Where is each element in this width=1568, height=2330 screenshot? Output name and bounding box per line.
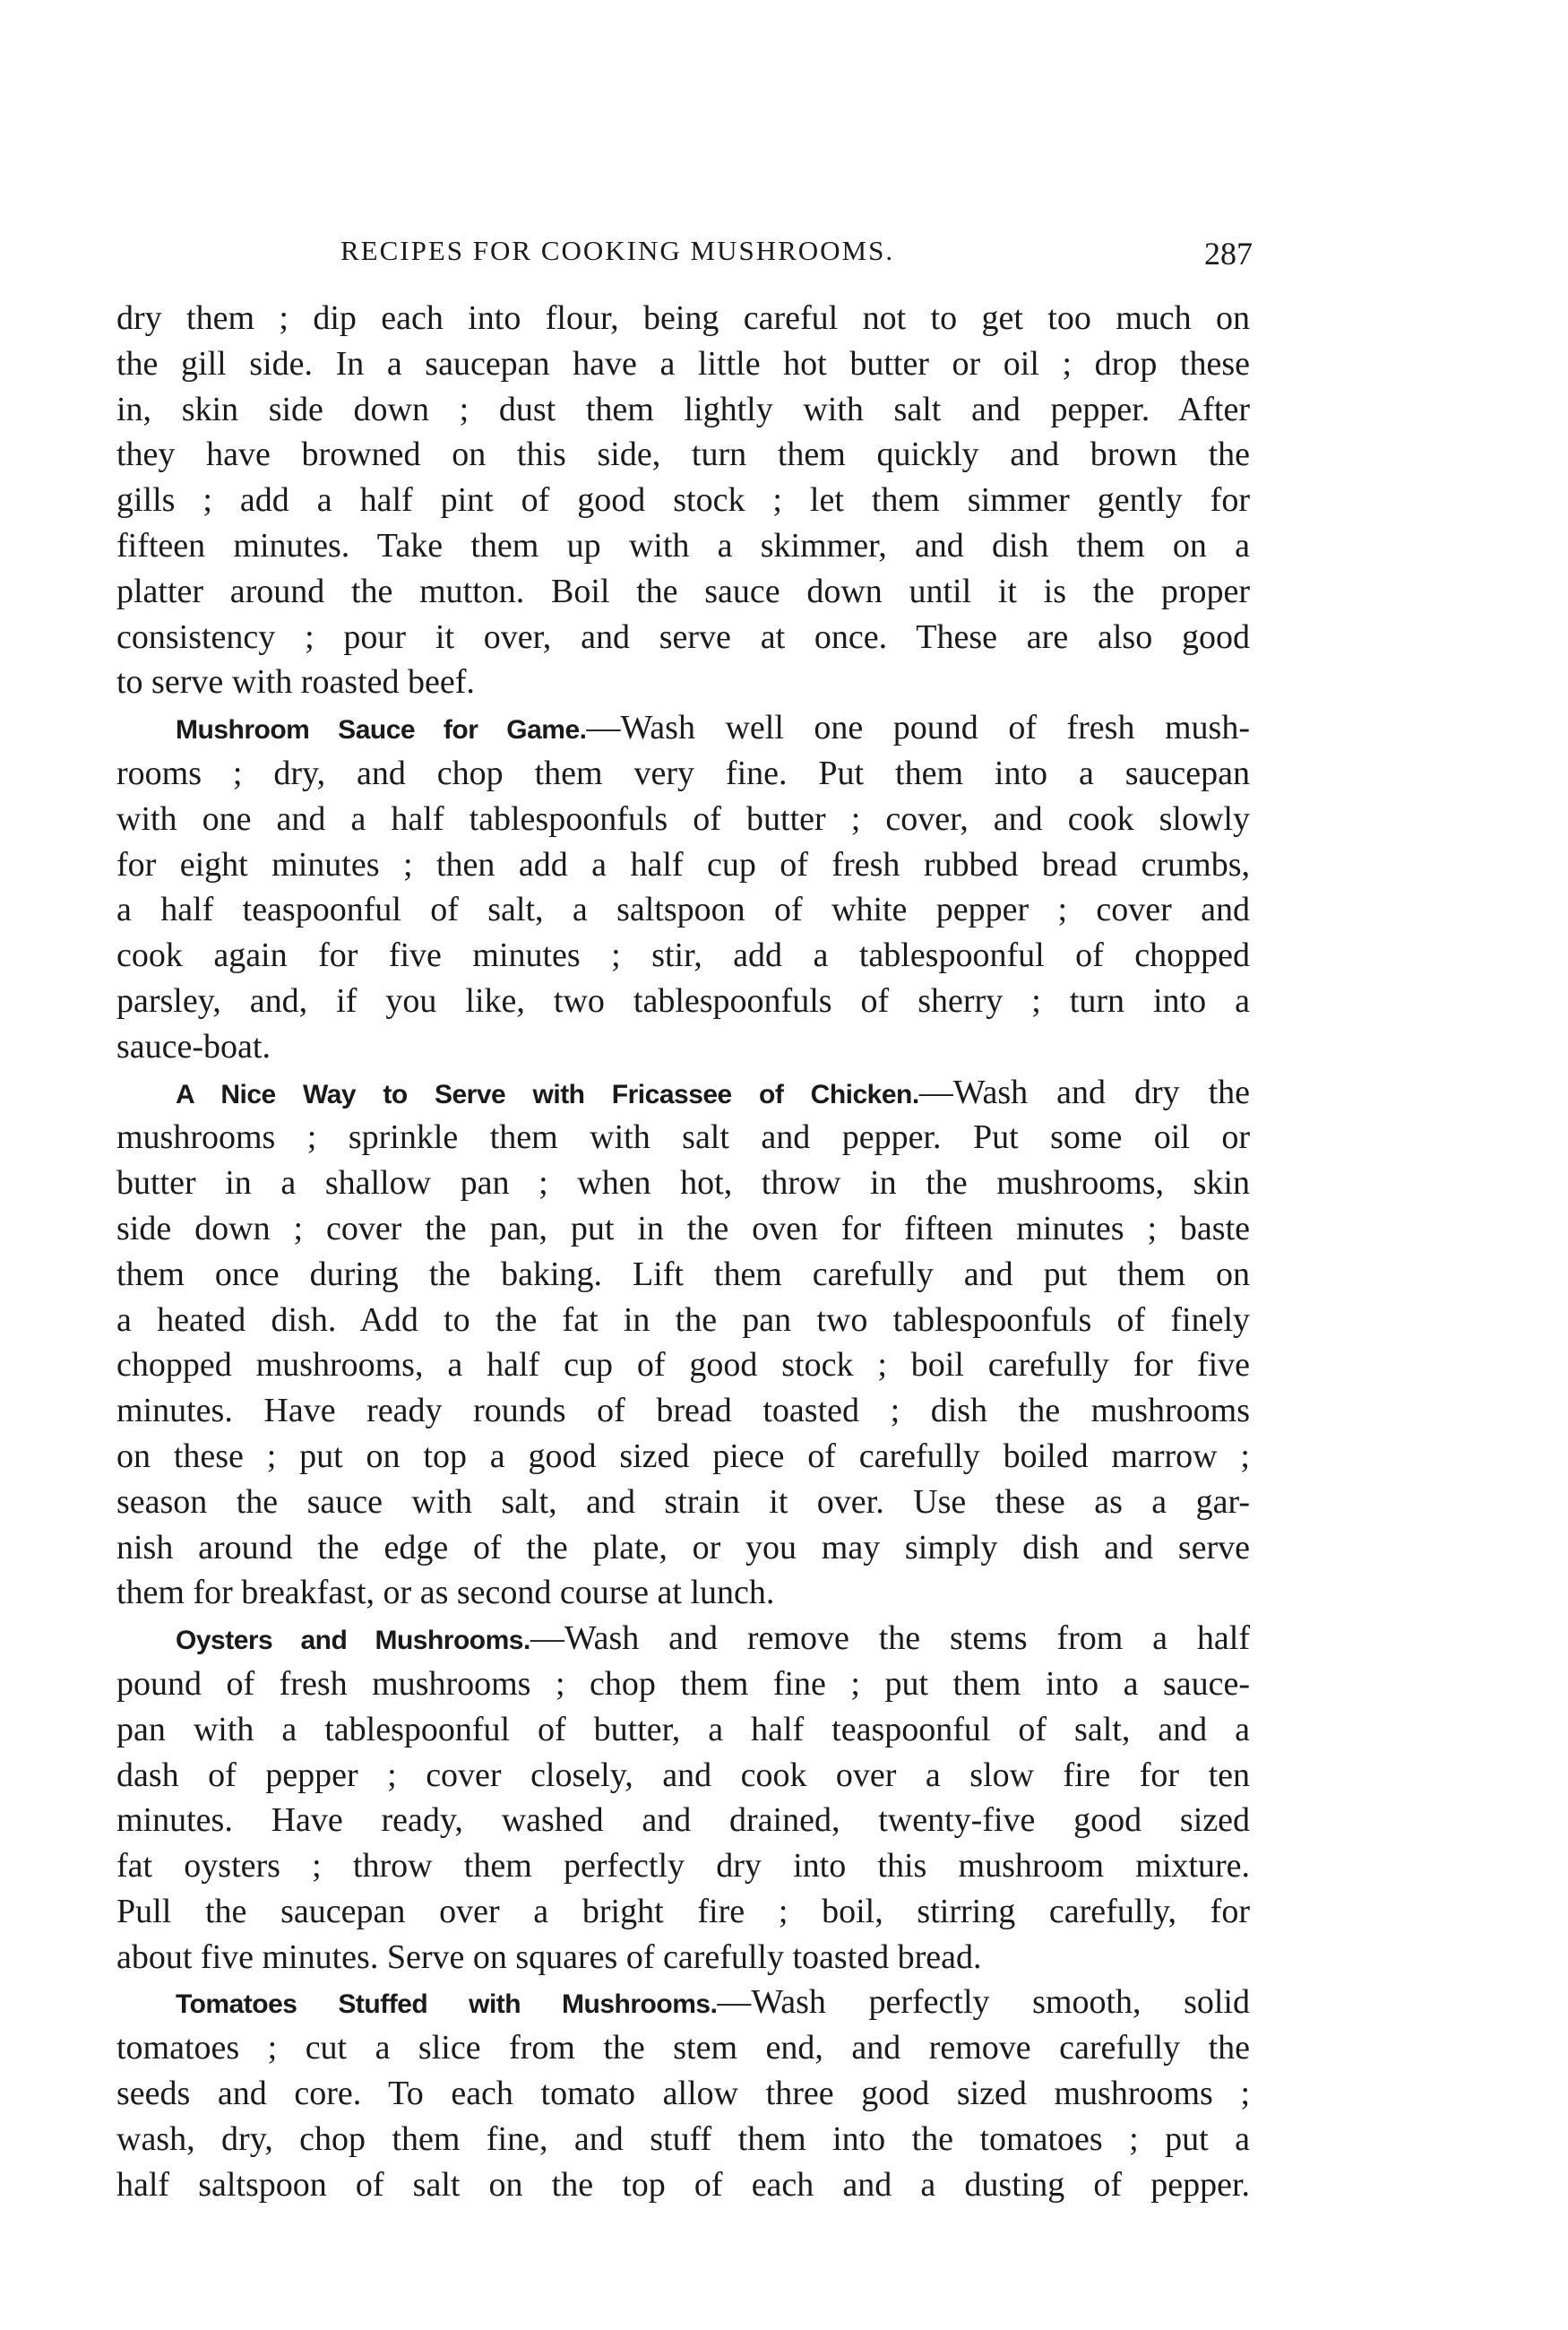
- text-line: [116, 387, 1250, 433]
- line-text: dash of pepper ; cover closely, and cook over a slow fire for ten: [116, 1756, 1250, 1794]
- text-line: [116, 1798, 1250, 1843]
- line-text: platter around the mutton. Boil the sauce down until it is the proper: [116, 572, 1250, 610]
- line-text: they have browned on this side, turn them quickly and brown the: [116, 436, 1250, 474]
- line-text: parsley, and, if you like, two tablespoonfuls of sherry ; turn into a: [116, 981, 1250, 1020]
- line-text: to serve with roasted beef.: [116, 663, 475, 702]
- line-text: —Wash perfectly smooth, solid: [717, 1983, 1250, 2022]
- text-line: [116, 432, 1250, 478]
- recipe-heading: Oysters and Mushrooms.: [176, 1626, 530, 1656]
- text-line: [116, 842, 1250, 888]
- text-line: [116, 1298, 1250, 1343]
- text-line: [116, 2071, 1250, 2117]
- text-line: [116, 1024, 1250, 1070]
- text-line: [116, 979, 1250, 1024]
- text-line: [116, 1707, 1250, 1753]
- paragraph: [116, 1070, 1250, 1617]
- text-line: [116, 523, 1250, 569]
- line-text: on these ; put on top a good sized piece of carefully boiled marrow ;: [116, 1437, 1250, 1475]
- line-text: dry them ; dip each into flour, being careful not to get too much on: [116, 299, 1250, 337]
- recipe-heading: Tomatoes Stuffed with Mushrooms.: [176, 1989, 718, 2020]
- line-text: them once during the baking. Lift them carefully and put them on: [116, 1255, 1250, 1293]
- recipe-heading: Mushroom Sauce for Game.: [176, 715, 587, 746]
- text-line: [116, 615, 1250, 660]
- text-line: [116, 660, 1250, 705]
- text-line: [116, 2162, 1250, 2208]
- line-text: about five minutes. Serve on squares of carefully toasted bread.: [116, 1937, 982, 1976]
- line-text: butter in a shallow pan ; when hot, throw in the mushrooms, skin: [116, 1164, 1250, 1203]
- text-line: [116, 1115, 1250, 1161]
- text-line: [116, 1342, 1250, 1388]
- line-text: pan with a tablespoonful of butter, a half teaspoonful of salt, and a: [116, 1710, 1250, 1748]
- page-number: 287: [1204, 236, 1253, 272]
- text-line: [116, 797, 1250, 842]
- text-line: [116, 1252, 1250, 1298]
- text-line: [116, 1206, 1250, 1252]
- line-text: a heated dish. Add to the fat in the pan two tablespoonfuls of finely: [116, 1300, 1250, 1339]
- line-text: minutes. Have ready rounds of bread toasted ; dish the mushrooms: [116, 1392, 1250, 1430]
- line-text: pound of fresh mushrooms ; chop them fine ; put them into a sauce-: [116, 1664, 1250, 1703]
- line-text: sauce-boat.: [116, 1027, 271, 1066]
- running-title: RECIPES FOR COOKING MUSHROOMS.: [340, 235, 895, 266]
- line-text: —Wash and remove the stems from a half: [530, 1619, 1250, 1658]
- line-text: fifteen minutes. Take them up with a skimmer, and dish them on a: [116, 526, 1250, 565]
- line-text: the gill side. In a saucepan have a little hot butter or oil ; drop these: [116, 344, 1250, 383]
- line-text: with one and a half tablespoonfuls of butter ; cover, and cook slowly: [116, 799, 1250, 838]
- text-line: [116, 1525, 1250, 1571]
- text-line: [116, 933, 1250, 979]
- text-line: [116, 341, 1250, 387]
- line-text: mushrooms ; sprinkle them with salt and pepper. Put some oil or: [116, 1118, 1250, 1157]
- text-line: [116, 1753, 1250, 1799]
- recipe-heading: A Nice Way to Serve with Fricassee of Chicken.: [176, 1079, 919, 1109]
- text-line: [116, 1843, 1250, 1889]
- line-text: rooms ; dry, and chop them very fine. Put them into a saucepan: [116, 754, 1250, 792]
- text-line: [116, 887, 1250, 933]
- line-text: —Wash well one pound of fresh mush-: [586, 709, 1250, 747]
- line-text: tomatoes ; cut a slice from the stem end, and remove carefully the: [116, 2029, 1250, 2067]
- line-text: Pull the saucepan over a bright fire ; boil, stirring carefully, for: [116, 1892, 1250, 1930]
- text-line: [116, 1070, 1250, 1116]
- line-text: —Wash and dry the: [918, 1073, 1251, 1111]
- text-line: [116, 478, 1250, 523]
- line-text: cook again for five minutes ; stir, add a tablespoonful of chopped: [116, 936, 1250, 975]
- line-text: in, skin side down ; dust them lightly with salt and pepper. After: [116, 390, 1250, 428]
- line-text: minutes. Have ready, washed and drained, twenty-five good sized: [116, 1801, 1250, 1840]
- text-line: [116, 2117, 1250, 2162]
- line-text: consistency ; pour it over, and serve at once. These are also good: [116, 617, 1250, 656]
- line-text: chopped mushrooms, a half cup of good stock ; boil carefully for five: [116, 1346, 1250, 1385]
- paragraph: [116, 1980, 1250, 2207]
- text-line: [116, 569, 1250, 615]
- text-line: [116, 1889, 1250, 1935]
- line-text: half saltspoon of salt on the top of each and a dusting of pepper.: [116, 2165, 1250, 2204]
- line-text: for eight minutes ; then add a half cup of fresh rubbed bread crumbs,: [116, 845, 1250, 884]
- paragraph: [116, 705, 1250, 1069]
- text-line: [116, 1980, 1250, 2025]
- line-text: seeds and core. To each tomato allow three good sized mushrooms ;: [116, 2075, 1250, 2113]
- line-text: them for breakfast, or as second course at lunch.: [116, 1574, 775, 1612]
- text-line: [116, 1434, 1250, 1480]
- line-text: nish around the edge of the plate, or you may simply dish and serve: [116, 1528, 1250, 1566]
- line-text: fat oysters ; throw them perfectly dry into this mushroom mixture.: [116, 1847, 1250, 1886]
- text-line: [116, 1480, 1250, 1525]
- text-line: [116, 751, 1250, 797]
- text-line: [116, 2025, 1250, 2071]
- text-line: [116, 1570, 1250, 1616]
- line-text: a half teaspoonful of salt, a saltspoon of white pepper ; cover and: [116, 891, 1250, 929]
- text-line: [116, 1616, 1250, 1661]
- body-text: [116, 296, 1250, 2207]
- paragraph: [116, 296, 1250, 705]
- line-text: wash, dry, chop them fine, and stuff them into the tomatoes ; put a: [116, 2119, 1250, 2158]
- text-line: [116, 1935, 1250, 1980]
- text-line: [116, 1661, 1250, 1707]
- line-text: gills ; add a half pint of good stock ; let them simmer gently for: [116, 481, 1250, 520]
- page-header: [116, 235, 1253, 280]
- text-line: [116, 296, 1250, 341]
- line-text: season the sauce with salt, and strain it over. Use these as a gar-: [116, 1482, 1250, 1521]
- text-line: [116, 1161, 1250, 1206]
- text-line: [116, 1388, 1250, 1434]
- paragraph: [116, 1616, 1250, 1980]
- line-text: side down ; cover the pan, put in the oven for fifteen minutes ; baste: [116, 1209, 1250, 1247]
- text-line: [116, 705, 1250, 751]
